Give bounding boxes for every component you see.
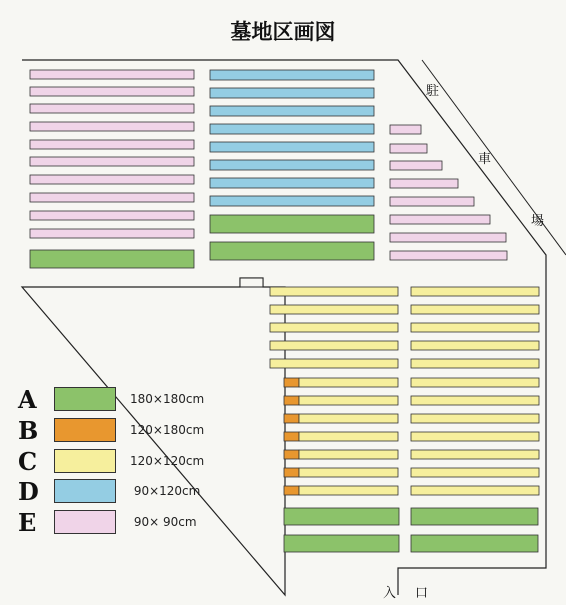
plot-e xyxy=(390,161,442,170)
plot-c xyxy=(411,359,539,368)
plot-c xyxy=(299,378,398,387)
plot-e xyxy=(390,179,458,188)
plot-e xyxy=(390,233,506,242)
plot-b xyxy=(284,432,299,441)
plot-c xyxy=(270,341,398,350)
plot-e xyxy=(390,251,507,260)
plot-c xyxy=(411,305,539,314)
legend-letter: D xyxy=(18,477,39,506)
plot-e xyxy=(30,229,194,238)
legend-swatch xyxy=(54,510,116,534)
plot-b xyxy=(284,378,299,387)
plot-e xyxy=(30,175,194,184)
parking-label-2: 車 xyxy=(478,152,492,167)
plot-c xyxy=(411,414,539,423)
plot-c xyxy=(411,468,539,477)
plot-d xyxy=(210,160,374,170)
plot-c xyxy=(270,323,398,332)
plot-e xyxy=(30,193,194,202)
plot-b xyxy=(284,468,299,477)
plot-c xyxy=(411,432,539,441)
legend-size-label: 120×120cm xyxy=(130,454,205,468)
plot-e xyxy=(30,104,194,113)
plot-c xyxy=(411,486,539,495)
plot-a xyxy=(210,242,374,260)
gate-box xyxy=(240,278,263,287)
plot-b xyxy=(284,396,299,405)
legend-size-label: 120×180cm xyxy=(130,423,205,437)
plot-d xyxy=(210,106,374,116)
plot-a xyxy=(411,508,538,525)
legend-swatch xyxy=(54,479,116,503)
plot-c xyxy=(411,450,539,459)
plot-e xyxy=(390,125,421,134)
plot-d xyxy=(210,178,374,188)
legend-letter: C xyxy=(18,447,38,476)
legend-size-label: 180×180cm xyxy=(130,392,205,406)
plot-e xyxy=(390,197,474,206)
legend-letter: A xyxy=(18,385,37,414)
plot-c xyxy=(411,341,539,350)
plot-d xyxy=(210,124,374,134)
plot-e xyxy=(390,215,490,224)
plot-c xyxy=(270,305,398,314)
legend-letter: B xyxy=(18,416,39,445)
parking-road-line xyxy=(422,60,566,255)
plot-b xyxy=(284,486,299,495)
plot-c xyxy=(270,287,398,296)
plot-c xyxy=(299,468,398,477)
plot-c xyxy=(270,359,398,368)
plot-a xyxy=(210,215,374,233)
plot-c xyxy=(411,323,539,332)
legend-swatch xyxy=(54,449,116,473)
plot-e xyxy=(30,87,194,96)
legend-size-label: 90× 90cm xyxy=(130,515,197,529)
plot-d xyxy=(210,88,374,98)
plot-c xyxy=(299,450,398,459)
plot-c xyxy=(299,486,398,495)
plot-c xyxy=(299,414,398,423)
plot-e xyxy=(30,70,194,79)
legend-size-label: 90×120cm xyxy=(130,484,201,498)
plot-d xyxy=(210,70,374,80)
plot-e xyxy=(30,140,194,149)
plot-c xyxy=(299,396,398,405)
plot-b xyxy=(284,450,299,459)
parking-label-3: 場 xyxy=(531,214,545,229)
plot-e xyxy=(30,211,194,220)
plot-e xyxy=(390,144,427,153)
plot-a xyxy=(411,535,538,552)
entrance-label-2: 口 xyxy=(415,586,429,601)
plot-e xyxy=(30,157,194,166)
parking-label-1: 駐 xyxy=(426,84,440,99)
legend-swatch xyxy=(54,418,116,442)
plot-d xyxy=(210,142,374,152)
plot-c xyxy=(299,432,398,441)
plot-b xyxy=(284,414,299,423)
plot-a xyxy=(30,250,194,268)
plot-a xyxy=(284,508,399,525)
entrance-label-1: 入 xyxy=(383,586,397,601)
plot-d xyxy=(210,196,374,206)
plot-a xyxy=(284,535,399,552)
page-title: 墓地区画図 xyxy=(230,20,336,44)
plot-c xyxy=(411,396,539,405)
plot-e xyxy=(30,122,194,131)
plot-c xyxy=(411,378,539,387)
legend-swatch xyxy=(54,387,116,411)
plot-c xyxy=(411,287,539,296)
legend-letter: E xyxy=(18,508,37,537)
